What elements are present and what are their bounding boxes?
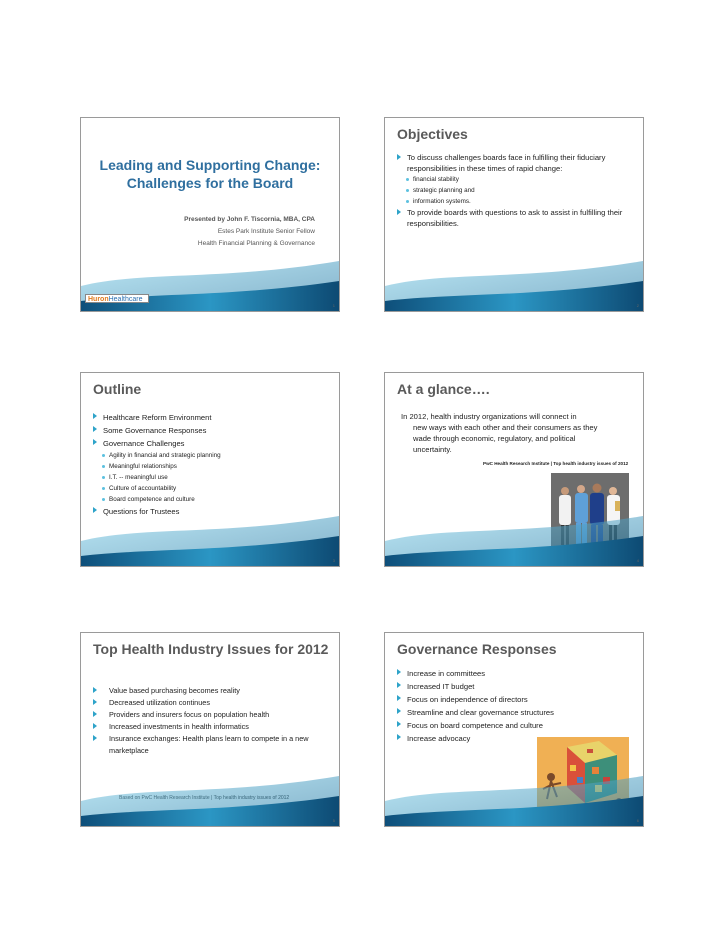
slide-4-title: At a glance…. xyxy=(397,381,490,397)
bullet-arrow-icon xyxy=(397,721,401,727)
list-item: Focus on board competence and culture xyxy=(397,719,633,732)
presenter-role-1: Estes Park Institute Senior Fellow xyxy=(217,228,315,235)
list-item: To provide boards with questions to ask to assist in fulfilling their responsibilities. xyxy=(397,207,633,229)
bullet-dot-icon xyxy=(102,465,105,468)
bullet-arrow-icon xyxy=(93,439,97,445)
list-subitem: Board competence and culture xyxy=(93,494,329,505)
slide-2-title: Objectives xyxy=(397,126,468,142)
list-subitem: Agility in financial and strategic planning xyxy=(93,450,329,461)
bullet-dot-icon xyxy=(406,178,409,181)
bullet-arrow-icon xyxy=(93,699,97,705)
slide-5-title: Top Health Industry Issues for 2012 xyxy=(93,641,329,657)
bullet-arrow-icon xyxy=(397,734,401,740)
list-subitem: financial stability xyxy=(397,174,633,185)
list-item: To discuss challenges boards face in fulfilling their fiduciary responsibilities in these times of rapid change: xyxy=(397,152,633,174)
list-item: Value based purchasing becomes reality xyxy=(93,685,329,697)
glance-paragraph: In 2012, health industry organizations will connect in new ways with each other and their consumers as they wade through economic, regulatory, and political uncertainty. xyxy=(401,412,598,454)
slide-3-title: Outline xyxy=(93,381,142,397)
huron-healthcare-logo: HuronHealthcare xyxy=(85,294,149,303)
list-subitem: strategic planning and xyxy=(397,185,633,196)
bullet-arrow-icon xyxy=(397,669,401,675)
slide-1[interactable] xyxy=(80,117,340,312)
list-item: Some Governance Responses xyxy=(93,424,329,437)
list-item: Decreased utilization continues xyxy=(93,697,329,709)
page-number: 1 xyxy=(332,303,335,308)
responses-list xyxy=(397,667,633,745)
bullet-arrow-icon xyxy=(93,711,97,717)
list-item: Increase in committees xyxy=(397,667,633,680)
presenter-name: Presented by John F. Tiscornia, MBA, CPA xyxy=(184,216,315,223)
bullet-arrow-icon xyxy=(93,426,97,432)
list-item: Providers and insurers focus on population health xyxy=(93,709,329,721)
bullet-arrow-icon xyxy=(397,682,401,688)
list-subitem: Culture of accountability xyxy=(93,483,329,494)
list-item: Questions for Trustees xyxy=(93,505,329,518)
bullet-dot-icon xyxy=(102,454,105,457)
slide-6-title: Governance Responses xyxy=(397,641,557,657)
bullet-arrow-icon xyxy=(93,735,97,741)
bullet-arrow-icon xyxy=(397,209,401,215)
list-subitem: Meaningful relationships xyxy=(93,461,329,472)
issues-list xyxy=(93,685,329,757)
bullet-dot-icon xyxy=(102,476,105,479)
list-item: Increased IT budget xyxy=(397,680,633,693)
bullet-arrow-icon xyxy=(397,695,401,701)
list-subitem: I.T. -- meaningful use xyxy=(93,472,329,483)
slide-6[interactable] xyxy=(384,632,644,827)
page-number: 3 xyxy=(332,558,335,563)
bullet-arrow-icon xyxy=(93,687,97,693)
slide-3[interactable] xyxy=(80,372,340,567)
bullet-dot-icon xyxy=(406,189,409,192)
list-item: Increased investments in health informatics xyxy=(93,721,329,733)
page-number: 6 xyxy=(636,818,639,823)
slide-1-title: Leading and Supporting Change: Challenges for the Board xyxy=(99,157,321,191)
presenter-block xyxy=(184,214,315,250)
wave-decoration xyxy=(81,766,339,826)
page-number: 4 xyxy=(636,558,639,563)
wave-decoration xyxy=(385,506,643,566)
list-item: Governance Challenges xyxy=(93,437,329,450)
bullet-dot-icon xyxy=(406,200,409,203)
objectives-list xyxy=(397,152,633,229)
bullet-dot-icon xyxy=(102,487,105,490)
bullet-arrow-icon xyxy=(93,723,97,729)
bullet-arrow-icon xyxy=(397,154,401,160)
slide-4[interactable] xyxy=(384,372,644,567)
source-credit: PwC Health Research Institute | Top health industry issues of 2012 xyxy=(483,461,629,466)
list-item: Streamline and clear governance structures xyxy=(397,706,633,719)
list-item: Insurance exchanges: Health plans learn to compete in a new marketplace xyxy=(93,733,329,757)
outline-list xyxy=(93,411,329,518)
wave-decoration xyxy=(385,766,643,826)
wave-decoration xyxy=(385,251,643,311)
list-item: Focus on independence of directors xyxy=(397,693,633,706)
wave-decoration xyxy=(81,506,339,566)
list-item: Increase advocacy xyxy=(397,732,633,745)
presenter-role-2: Health Financial Planning & Governance xyxy=(197,240,315,247)
bullet-dot-icon xyxy=(102,498,105,501)
list-subitem: information systems. xyxy=(397,196,633,207)
slide-2[interactable] xyxy=(384,117,644,312)
page-number: 2 xyxy=(636,303,639,308)
bullet-arrow-icon xyxy=(93,413,97,419)
page-number: 5 xyxy=(332,818,335,823)
list-item: Healthcare Reform Environment xyxy=(93,411,329,424)
slide-5[interactable] xyxy=(80,632,340,827)
bullet-arrow-icon xyxy=(397,708,401,714)
